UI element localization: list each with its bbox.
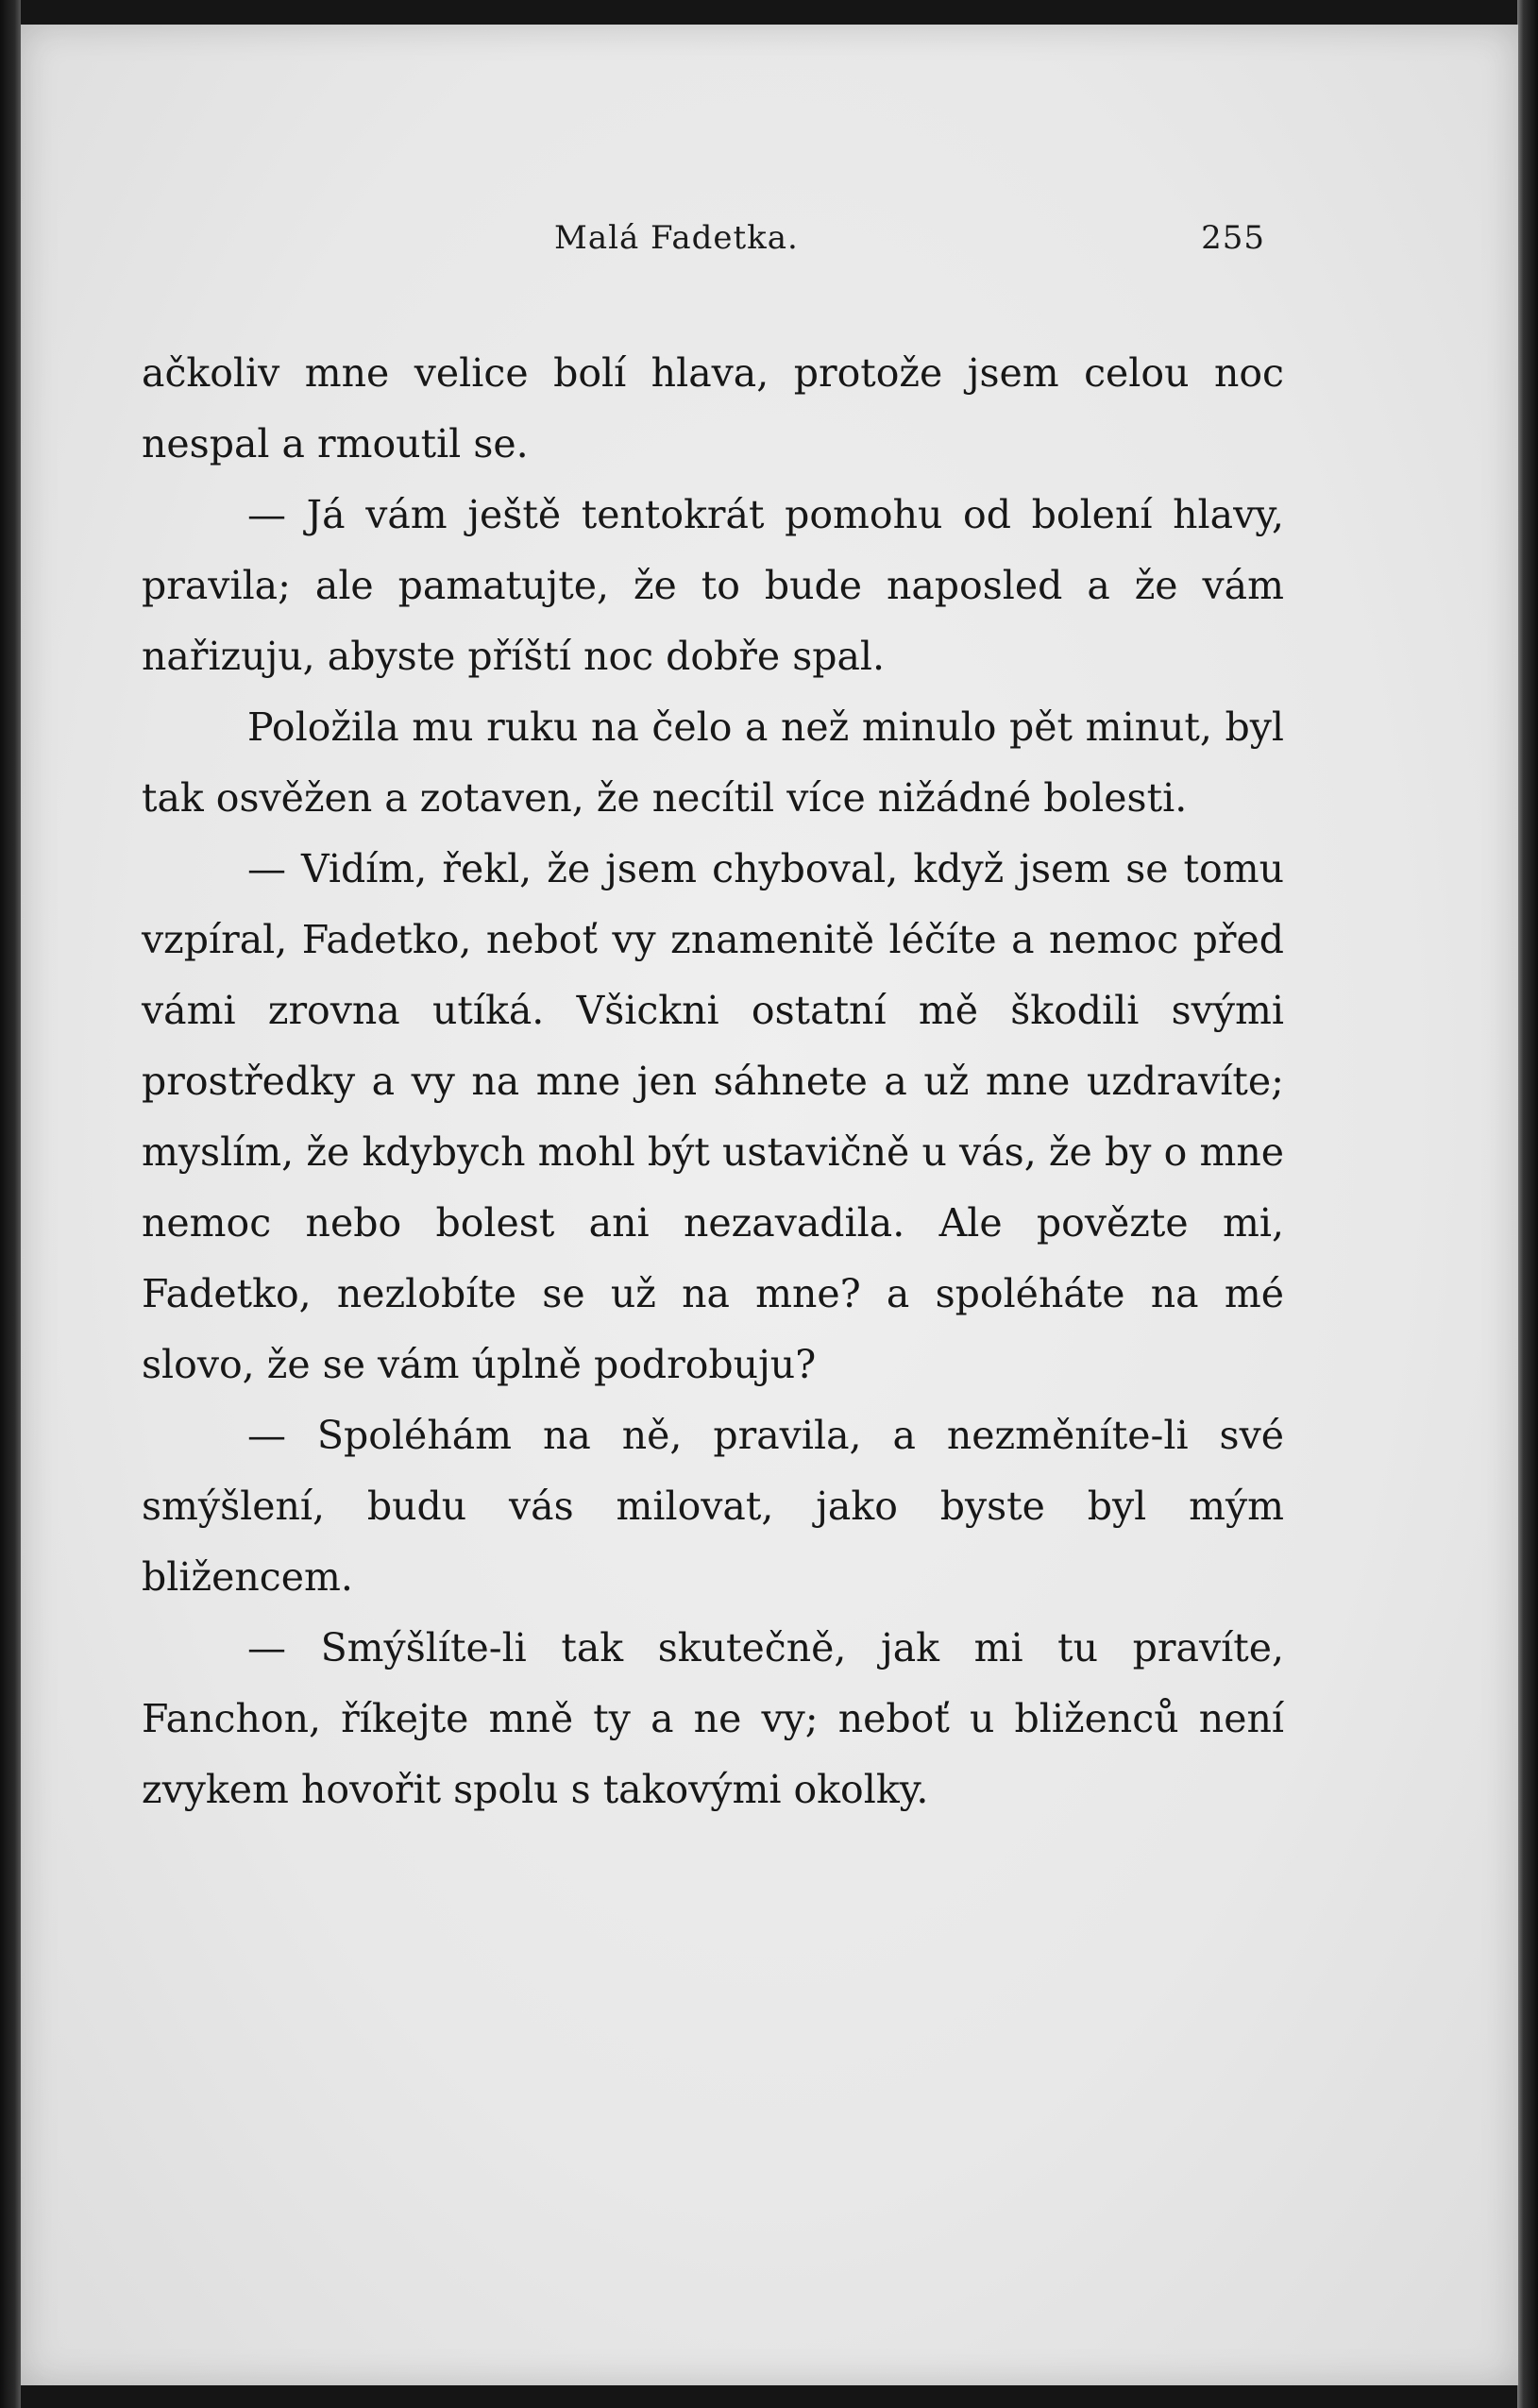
paragraph: Položila mu ruku na čelo a než minulo pět minut, byl tak osvěžen a zotaven, že necítil více nižádné bolesti. (142, 704, 1284, 821)
page-number: 255 (1201, 219, 1265, 257)
paragraph: — Spoléhám na ně, pravila, a nezměníte-li své smýšlení, budu vás milovat, jako byste byl mým bližencem. (142, 1413, 1284, 1600)
paragraph: — Já vám ještě tentokrát pomohu od bolení hlavy, pravila; ale pamatujte, že to bude naposled a že vám nařizuju, abyste příští noc dobře spal. (142, 492, 1284, 679)
left-scan-border (0, 0, 21, 2408)
right-scan-border (1517, 0, 1538, 2408)
paragraph: ačkoliv mne velice bolí hlava, protože jsem celou noc nespal a rmoutil se. (142, 350, 1284, 466)
paragraph: — Vidím, řekl, že jsem chyboval, když jsem se tomu vzpíral, Fadetko, neboť vy znamenitě léčíte a nemoc před vámi zrovna utíká. Všickni ostatní mě škodili svými prostředky a vy na mne jen sáhnete a už mne uzdravíte; myslím, že kdybych mohl být ustavičně u vás, že by o mne nemoc nebo bolest ani nezavadila. Ale povězte mi, Fadetko, nezlobíte se už na mne? a spoléháte na mé slovo, že se vám úplně podrobuju? (142, 846, 1284, 1387)
running-title: Malá Fadetka. (554, 219, 799, 257)
body-text (142, 338, 1284, 1825)
running-head (142, 219, 1265, 266)
paragraph: — Smýšlíte-li tak skutečně, jak mi tu pravíte, Fanchon, říkejte mně ty a ne vy; neboť u bliženců není zvykem hovořit spolu s takovými okolky. (142, 1625, 1284, 1812)
